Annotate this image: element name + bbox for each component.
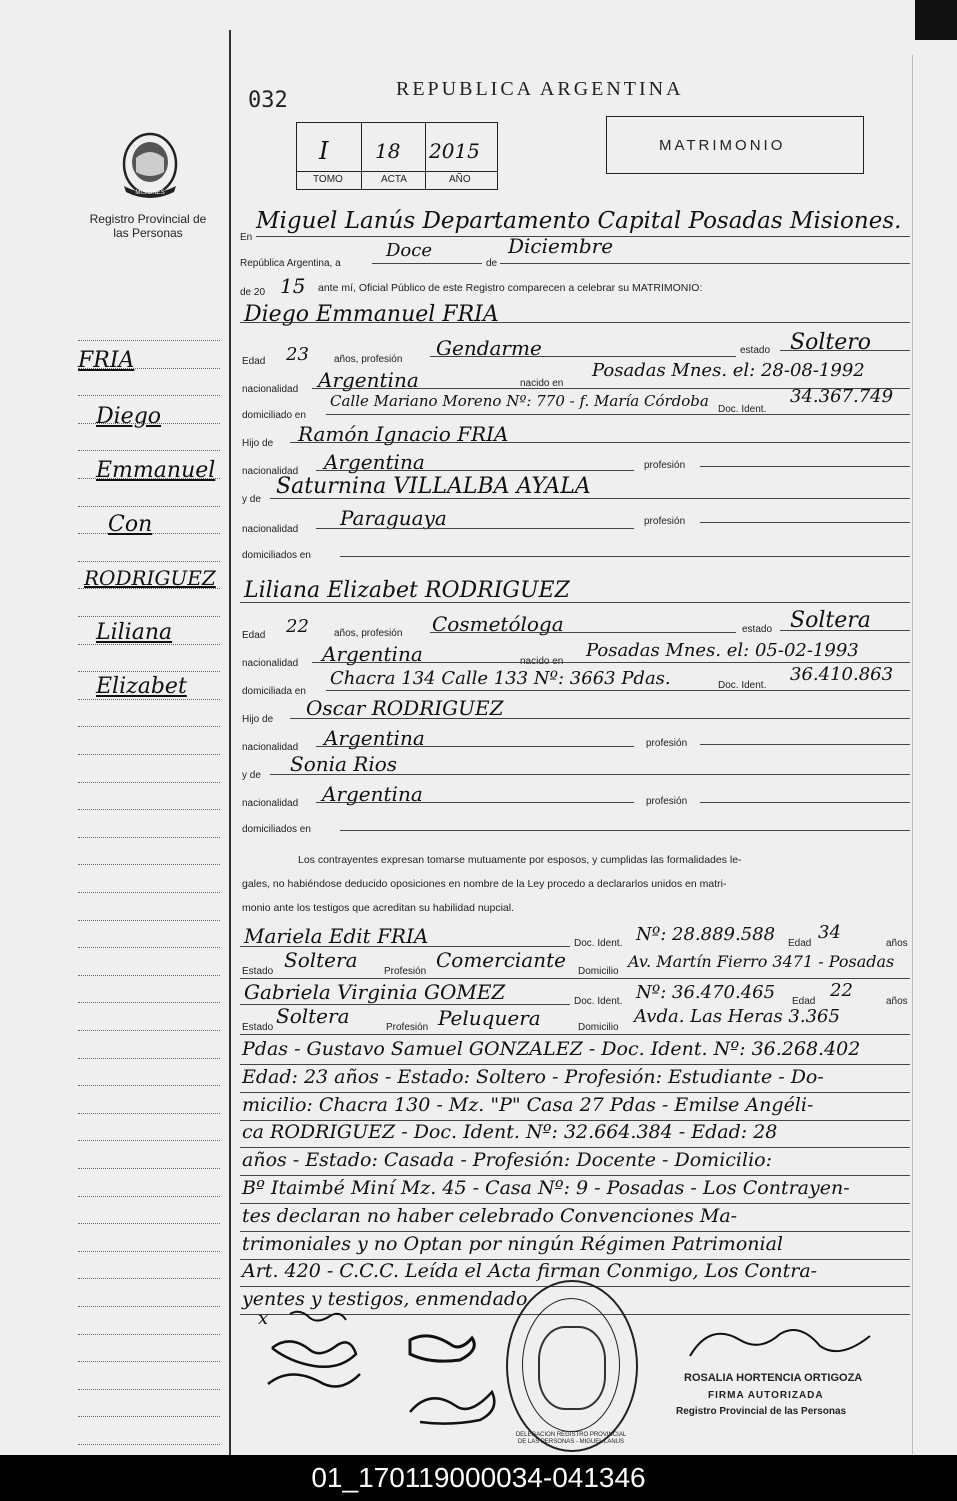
groom-nacido-label: nacido en (520, 378, 564, 389)
bride-father-nac-label: nacionalidad (242, 742, 299, 753)
official-org: Registro Provincial de las Personas (676, 1406, 847, 1417)
day: Doce (386, 240, 433, 261)
tomo-label: TOMO (313, 174, 343, 185)
witness2-address: Avda. Las Heras 3.365 (634, 1006, 840, 1027)
witness1-doc-label: Doc. Ident. (574, 938, 623, 949)
margin-rule-line (78, 1113, 220, 1114)
tomo-value: I (319, 137, 329, 165)
scan-corner (915, 0, 957, 40)
bride-age: 22 (286, 616, 309, 637)
declaration-line-3: monio ante los testigos que acreditan su habilidad nupcial. (242, 902, 515, 914)
margin-rule-line (78, 1168, 220, 1169)
margin-rule-line (78, 1223, 220, 1224)
month: Diciembre (508, 234, 614, 258)
margin-name-groom-1: Diego (96, 404, 162, 429)
groom-father-nac-label: nacionalidad (242, 466, 299, 477)
groom-mother-nac-label: nacionalidad (242, 524, 299, 535)
groom-profession: Gendarme (436, 336, 542, 360)
handwritten-line: Edad: 23 años - Estado: Soltero - Profesión: Estudiante - Do- (242, 1066, 824, 1088)
margin-rule-line (78, 920, 220, 921)
margin-surname-groom: FRIA (78, 348, 135, 373)
groom-address: Calle Mariano Moreno Nº: 770 - f. María Córdoba (330, 392, 709, 410)
register-box (296, 122, 498, 190)
bride-father-prof-label: profesión (646, 738, 688, 749)
bride-mother-nationality: Argentina (322, 782, 423, 806)
margin-rule-line (78, 1416, 220, 1417)
witness1-prof: Comerciante (436, 948, 566, 972)
groom-doc-label: Doc. Ident. (718, 404, 767, 415)
witness2-name: Gabriela Virginia GOMEZ (244, 980, 506, 1004)
place: Miguel Lanús Departamento Capital Posadas Misiones. (256, 208, 902, 234)
margin-name-bride-1: Liliana (96, 620, 173, 645)
witness1-age: 34 (818, 922, 841, 943)
witness1-name: Mariela Edit FRIA (244, 924, 429, 948)
year-prefix: de 20 (240, 287, 266, 298)
bride-edad-label: Edad (242, 630, 266, 641)
witness1-anos-label: años (886, 938, 908, 949)
margin-rule-line (78, 892, 220, 893)
handwritten-line: Bº Itaimbé Miní Mz. 45 - Casa Nº: 9 - Posadas - Los Contrayen- (242, 1177, 850, 1199)
margin-rule-line (78, 671, 220, 672)
groom-document: 34.367.749 (790, 386, 894, 407)
groom-anos-label: años, profesión (334, 354, 403, 365)
republica-label: República Argentina, a (240, 258, 341, 269)
bride-father: Oscar RODRIGUEZ (306, 696, 504, 720)
margin-rule-line (78, 340, 220, 341)
witness2-estado-label: Estado (242, 1022, 274, 1033)
witness2-doc: Nº: 36.470.465 (636, 982, 776, 1003)
witness2-age: 22 (830, 980, 853, 1001)
groom-nac-label: nacionalidad (242, 384, 299, 395)
margin-rule-line (78, 561, 220, 562)
groom-age: 23 (286, 344, 309, 365)
record-type: MATRIMONIO (659, 137, 786, 154)
handwritten-line: micilio: Chacra 130 - Mz. "P" Casa 27 Pdas - Emilse Angéli- (242, 1094, 814, 1116)
groom-hijo-label: Hijo de (242, 438, 274, 449)
margin-rule-line (78, 1306, 220, 1307)
bride-profession: Cosmetóloga (432, 612, 564, 636)
handwritten-line: trimoniales y no Optan por ningún Régimen Patrimonial (242, 1233, 783, 1255)
witness1-doc: Nº: 28.889.588 (636, 924, 776, 945)
bride-estado-label: estado (742, 624, 773, 635)
groom-yde-label: y de (242, 494, 261, 505)
signature-mark: x (258, 1308, 269, 1329)
margin-rule-line (78, 1030, 220, 1031)
bride-dom-label: domiciliada en (242, 686, 306, 697)
bride-birthplace: Posadas Mnes. el: 05-02-1993 (586, 640, 859, 661)
margin-rule-line (78, 699, 220, 700)
margin-rule-line (78, 1389, 220, 1390)
groom-birthplace: Posadas Mnes. el: 28-08-1992 (592, 360, 865, 381)
witness2-status: Soltera (276, 1004, 350, 1028)
witness2-prof-label: Profesión (386, 1022, 429, 1033)
groom-father-prof-label: profesión (644, 460, 686, 471)
bride-address: Chacra 134 Calle 133 Nº: 3663 Pdas. (330, 668, 671, 689)
margin-rule-line (78, 450, 220, 451)
witness1-estado-label: Estado (242, 966, 274, 977)
groom-mother-nationality: Paraguaya (340, 506, 447, 530)
groom-mother-prof-label: profesión (644, 516, 686, 527)
record-type-box (606, 116, 864, 174)
margin-rule-line (78, 1085, 220, 1086)
country-title: REPUBLICA ARGENTINA (396, 78, 684, 100)
margin-rule-line (78, 975, 220, 976)
bride-civil-status: Soltera (790, 608, 871, 633)
margin-rule-line (78, 726, 220, 727)
official-signature (680, 1316, 880, 1376)
margin-rule-line (78, 1251, 220, 1252)
groom-edad-label: Edad (242, 356, 266, 367)
margin-rule-line (78, 1140, 220, 1141)
margin-rule-line (78, 809, 220, 810)
bride-nac-label: nacionalidad (242, 658, 299, 669)
year-suffix: 15 (280, 274, 306, 298)
bride-document: 36.410.863 (790, 664, 894, 685)
witness2-doc-label: Doc. Ident. (574, 996, 623, 1007)
handwritten-line: años - Estado: Casada - Profesión: Docente - Domicilio: (242, 1149, 772, 1171)
witness1-status: Soltera (284, 948, 358, 972)
margin-surname-bride: RODRIGUEZ (84, 566, 216, 590)
bride-doc-label: Doc. Ident. (718, 680, 767, 691)
anio-label: AÑO (449, 174, 471, 185)
margin-rule-line (78, 837, 220, 838)
registry-label: Registro Provincial de las Personas (89, 212, 207, 240)
de-label: de (486, 258, 498, 269)
witness1-address: Av. Martín Fierro 3471 - Posadas (628, 952, 895, 971)
bride-mother: Sonia Rios (290, 752, 398, 776)
anio-value: 2015 (429, 139, 480, 163)
margin-rule-line (78, 754, 220, 755)
intro-statement: ante mí, Oficial Público de este Registro comparecen a celebrar su MATRIMONIO: (318, 282, 703, 294)
acta-label: ACTA (381, 174, 407, 185)
groom-civil-status: Soltero (790, 330, 871, 355)
handwritten-line: Pdas - Gustavo Samuel GONZALEZ - Doc. Ident. Nº: 36.268.402 (242, 1038, 861, 1060)
margin-rule-line (78, 1002, 220, 1003)
bride-doms-label: domiciliados en (242, 824, 311, 835)
margin-rule-line (78, 616, 220, 617)
margin-connector: Con (108, 512, 153, 537)
handwritten-line: tes declaran no haber celebrado Convenciones Ma- (242, 1205, 738, 1227)
margin-rule-line (78, 395, 220, 396)
contracting-signatures (260, 1310, 520, 1440)
witness2-dom-label: Domicilio (578, 1022, 619, 1033)
groom-name: Diego Emmanuel FRIA (244, 302, 499, 327)
groom-estado-label: estado (740, 345, 771, 356)
bride-father-nationality: Argentina (324, 726, 425, 750)
bride-nacido-label: nacido en (520, 656, 564, 667)
bride-mother-nac-label: nacionalidad (242, 798, 299, 809)
acta-value: 18 (375, 139, 401, 163)
margin-name-bride-2: Elizabet (96, 674, 187, 699)
margin-rule-line (78, 1334, 220, 1335)
witness2-anos-label: años (886, 996, 908, 1007)
margin-name-groom-2: Emmanuel (96, 458, 216, 483)
margin-rule-line (78, 1058, 220, 1059)
en-label: En (240, 232, 253, 243)
witness1-edad-label: Edad (788, 938, 812, 949)
seal-text: DELEGACION REGISTRO PROVINCIAL DE LAS PERSONAS - MIGUEL LANUS (515, 1432, 627, 1445)
bride-name: Liliana Elizabet RODRIGUEZ (244, 578, 570, 603)
official-title: FIRMA AUTORIZADA (708, 1390, 824, 1401)
right-edge-line (912, 55, 913, 1455)
official-name: ROSALIA HORTENCIA ORTIGOZA (684, 1372, 863, 1384)
handwritten-line: ca RODRIGUEZ - Doc. Ident. Nº: 32.664.384 - Edad: 28 (242, 1121, 778, 1143)
witness2-prof: Peluquera (438, 1006, 541, 1030)
bride-hijo-label: Hijo de (242, 714, 274, 725)
certificate-number: 032 (248, 88, 288, 113)
declaration-line-1: Los contrayentes expresan tomarse mutuamente por esposos, y cumplidas las formalidades le- (298, 854, 742, 866)
witness1-prof-label: Profesión (384, 966, 427, 977)
groom-nationality: Argentina (318, 368, 419, 392)
scan-footer-code: 01_170119000034-041346 (0, 1455, 957, 1501)
witness2-edad-label: Edad (792, 996, 816, 1007)
margin-rule-line (78, 1278, 220, 1279)
handwritten-line: yentes y testigos, enmendado (242, 1288, 528, 1310)
bride-mother-prof-label: profesión (646, 796, 688, 807)
handwritten-line: Art. 420 - C.C.C. Leída el Acta firman Conmigo, Los Contra- (242, 1260, 818, 1282)
margin-rule-line (78, 506, 220, 507)
bride-yde-label: y de (242, 770, 261, 781)
margin-rule-line (78, 1444, 220, 1445)
bride-anos-label: años, profesión (334, 628, 403, 639)
margin-rule-line (78, 947, 220, 948)
groom-doms-label: domiciliados en (242, 550, 311, 561)
groom-mother: Saturnina VILLALBA AYALA (276, 474, 591, 499)
groom-dom-label: domiciliado en (242, 410, 306, 421)
emblem-text: MISIONES (135, 190, 165, 196)
margin-rule-line (78, 782, 220, 783)
bride-nationality: Argentina (322, 642, 423, 666)
groom-father-nationality: Argentina (324, 450, 425, 474)
margin-divider (229, 30, 231, 1455)
margin-rule-line (78, 864, 220, 865)
margin-rule-line (78, 1361, 220, 1362)
groom-father: Ramón Ignacio FRIA (298, 422, 509, 446)
provincial-emblem-icon (114, 128, 186, 204)
declaration-line-2: gales, no habiéndose deducido oposiciones en nombre de la Ley procedo a declararlos unidos en matri- (242, 878, 727, 890)
witness1-dom-label: Domicilio (578, 966, 619, 977)
official-seal (506, 1280, 638, 1452)
margin-rule-line (78, 1196, 220, 1197)
